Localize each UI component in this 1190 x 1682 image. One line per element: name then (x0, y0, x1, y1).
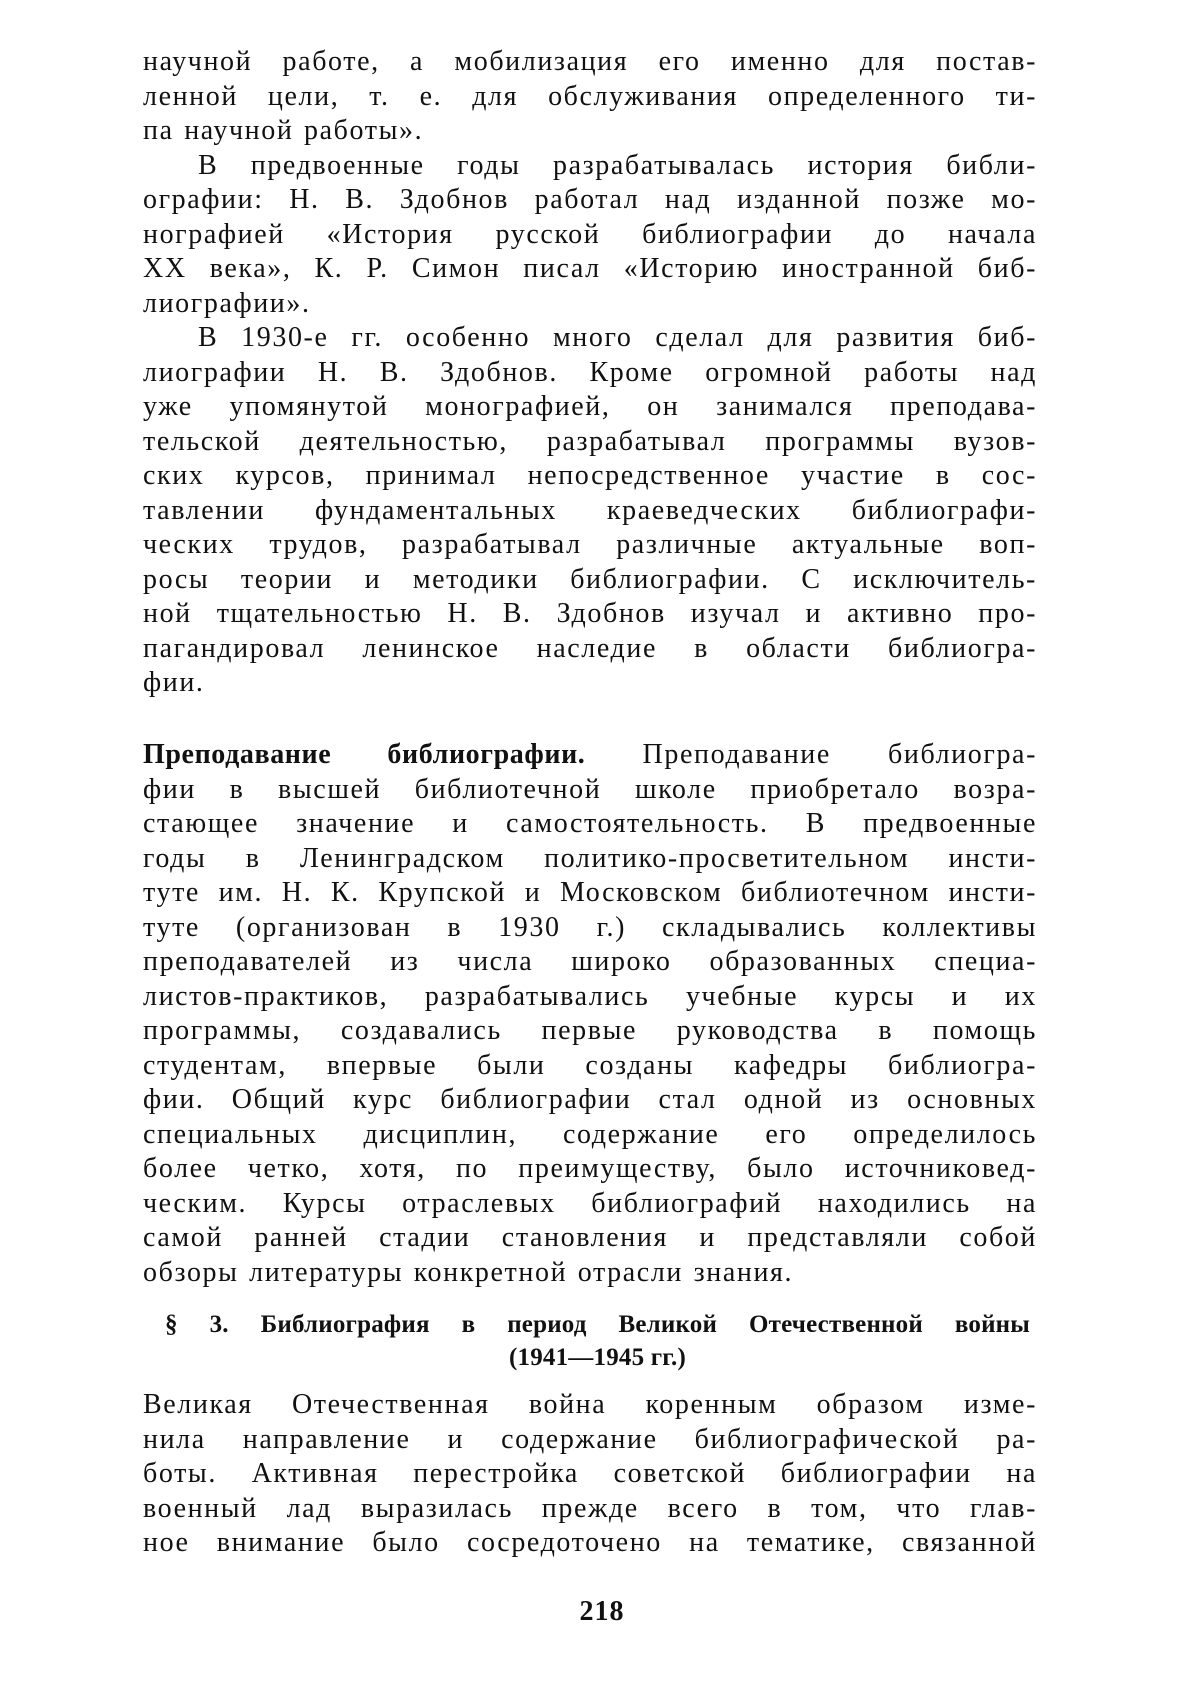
paragraph-line: боты. Активная перестройка советской библиографии на (143, 1458, 1037, 1489)
line-text: Преподавание библиогра- (642, 739, 1037, 770)
paragraph-line: специальных дисциплин, содержание его определилось (143, 1118, 1037, 1150)
paragraph-line: самой ранней стадии становления и представляли собой (143, 1222, 1037, 1253)
paragraph-line: научной работе, а мобилизация его именно для постав- (143, 46, 1037, 77)
section-heading-title: § 3. Библиография в период Великой Отечественной войны (165, 1311, 1030, 1338)
paragraph-line: В 1930-е гг. особенно много сделал для развития биб- (198, 322, 1037, 353)
paragraph-line: ное внимание было сосредоточено на тематике, связанной (143, 1527, 1037, 1558)
paragraph-line: ческих трудов, разрабатывал различные актуальные воп- (143, 529, 1037, 560)
paragraph-line: программы, создавались первые руководства в помощь (143, 1015, 1037, 1046)
paragraph-line: фии в высшей библиотечной школе приобретало возра- (143, 773, 1037, 805)
paragraph-line: нографией «История русской библиографии до начала (143, 218, 1037, 250)
paragraph-continued (143, 45, 1037, 149)
paragraph-line: преподавателей из числа широко образованных специа- (143, 946, 1037, 977)
paragraph-line: фии. (143, 667, 205, 698)
page-number: 218 (579, 1596, 625, 1627)
paragraph-line: студентам, впервые были созданы кафедры библиогра- (143, 1049, 1037, 1081)
paragraph-line: В предвоенные годы разрабатывалась история библи- (198, 149, 1037, 181)
paragraph-line: фии. Общий курс библиографии стал одной из основных (143, 1084, 1037, 1115)
paragraph-great-patriotic-war (143, 1388, 1037, 1561)
paragraph-line: ческим. Курсы отраслевых библиографий находились на (143, 1187, 1037, 1219)
paragraph-line: более четко, хотя, по преимуществу, было источниковед- (143, 1153, 1037, 1184)
paragraph-line: XX века», К. Р. Симон писал «Историю иностранной биб- (143, 253, 1037, 284)
paragraph-line: лиографии». (143, 287, 311, 319)
section-heading-years: (1941—1945 гг.) (508, 1344, 687, 1371)
paragraph-line: лиографии Н. В. Здобнов. Кроме огромной работы над (143, 356, 1037, 388)
paragraph-zdobnov (143, 321, 1037, 701)
paragraph-line: стающее значение и самостоятельность. В предвоенные (143, 808, 1037, 839)
paragraph-line: годы в Ленинградском политико-просветительном инсти- (143, 842, 1037, 874)
paragraph-line: росы теории и методики библиографии. С исключитель- (143, 563, 1037, 595)
paragraph-line: Великая Отечественная война коренным образом изме- (143, 1389, 1037, 1420)
paragraph-line: тавлении фундаментальных краеведческих библиографи- (143, 494, 1037, 526)
paragraph-line: ной тщательностью Н. В. Здобнов изучал и активно про- (143, 598, 1037, 629)
paragraph-line: пагандировал ленинское наследие в области библиогра- (143, 632, 1037, 664)
paragraph-line: па научной работы». (143, 115, 424, 146)
paragraph-line: туте им. Н. К. Крупской и Московском библиотечном инсти- (143, 877, 1037, 908)
section-heading (165, 1308, 1030, 1374)
paragraph-line: нила направление и содержание библиографической ра- (143, 1423, 1037, 1455)
paragraph-line: туте (организован в 1930 г.) складывались коллективы (143, 911, 1037, 943)
paragraph-line (143, 738, 1037, 773)
paragraph-teaching-bibliography (143, 738, 1037, 1290)
paragraph-line: обзоры литературы конкретной отрасли знания. (143, 1256, 794, 1288)
paragraph-line: уже упомянутой монографией, он занимался преподава- (143, 391, 1037, 422)
paragraph-line: ографии: Н. В. Здобнов работал над изданной позже мо- (143, 184, 1037, 215)
paragraph-history-of-bibliography (143, 149, 1037, 322)
paragraph-line: ских курсов, принимал непосредственное участие в сос- (143, 460, 1037, 491)
paragraph-line: военный лад выразилась прежде всего в том, что глав- (143, 1492, 1037, 1524)
paragraph-line: тельской деятельностью, разрабатывал программы вузов- (143, 425, 1037, 457)
paragraph-line: ленной цели, т. е. для обслуживания определенного ти- (143, 80, 1037, 112)
run-in-heading: Преподавание библиографии. (143, 739, 586, 770)
paragraph-line: листов-практиков, разрабатывались учебные курсы и их (143, 980, 1037, 1012)
